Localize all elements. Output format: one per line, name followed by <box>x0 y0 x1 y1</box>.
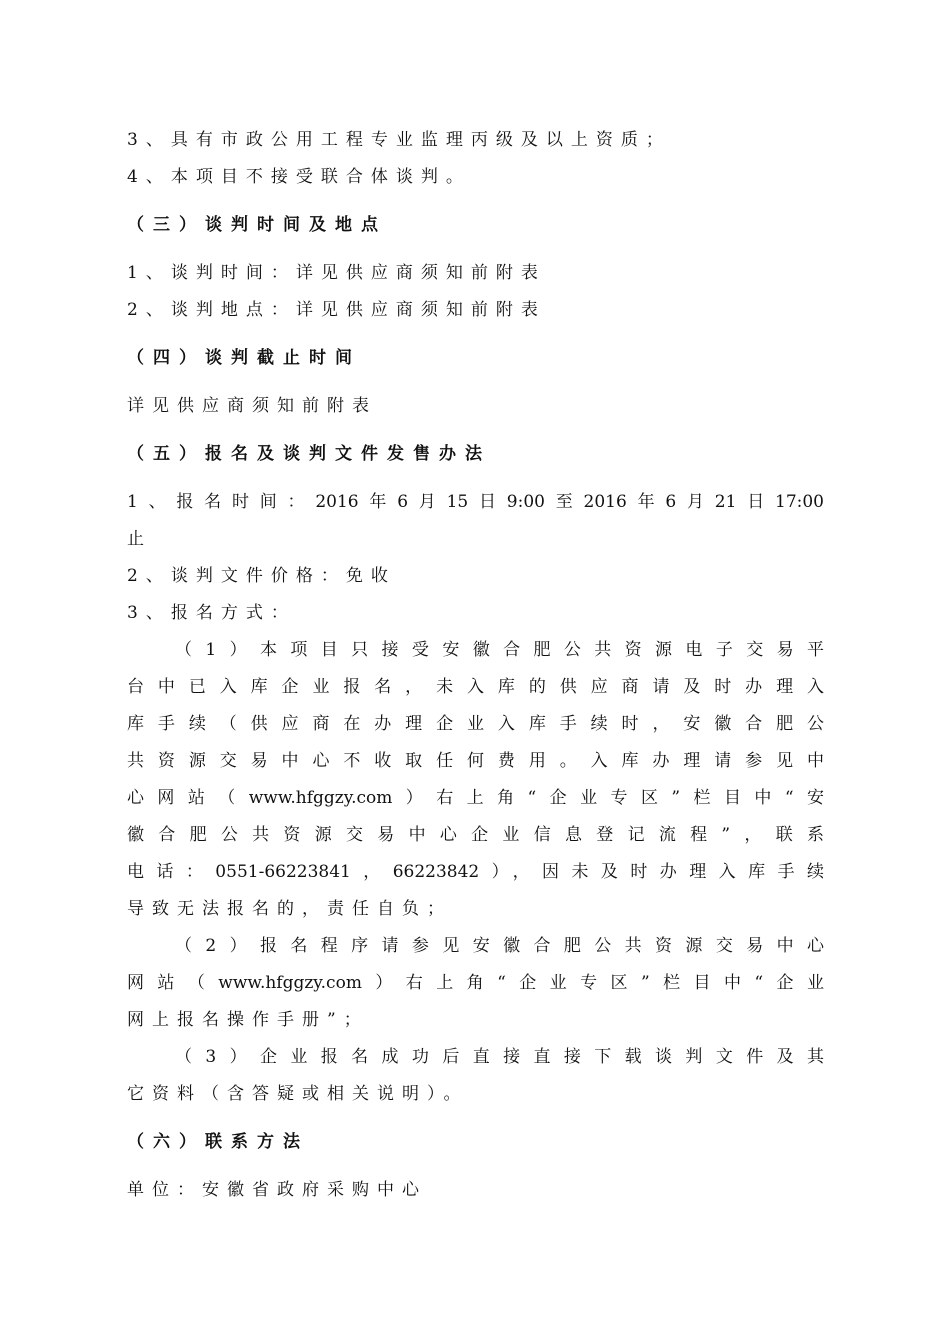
section-heading-4: （四）谈判截止时间 <box>127 348 361 368</box>
section-heading-3: （三）谈判时间及地点 <box>127 215 387 235</box>
registration-method: 3、报名方式： <box>127 603 296 623</box>
section-heading-5: （五）报名及谈判文件发售办法 <box>127 444 491 464</box>
document-price: 2、谈判文件价格：免收 <box>127 566 396 586</box>
registration-time-end: 止 <box>127 529 152 549</box>
document-page <box>127 122 824 1209</box>
deadline-text: 详见供应商须知前附表 <box>127 396 377 416</box>
method-1-line-3: 库手续（供应商在办理企业入库手续时，安徽合肥公 <box>127 714 824 734</box>
negotiation-time: 1、谈判时间：详见供应商须知前附表 <box>127 263 546 283</box>
method-1-line-1: （1）本项目只接受安徽合肥公共资源电子交易平 <box>175 640 824 660</box>
method-1-line-4: 共资源交易中心不收取任何费用。入库办理请参见中 <box>127 751 824 771</box>
method-1-line-7: 电话：0551-66223841，66223842），因未及时办理入库手续 <box>127 862 824 882</box>
method-1-line-6: 徽合肥公共资源交易中心企业信息登记流程”，联系 <box>127 825 824 845</box>
method-1-line-8: 导致无法报名的，责任自负； <box>127 899 452 919</box>
method-3-line-2: 它资料（含答疑或相关说明）。 <box>127 1084 469 1104</box>
requirement-item-3: 3、具有市政公用工程专业监理丙级及以上资质； <box>127 130 671 150</box>
method-3-line-1: （3）企业报名成功后直接直接下载谈判文件及其 <box>175 1047 824 1067</box>
method-2-line-3: 网上报名操作手册”； <box>127 1010 369 1030</box>
registration-time: 1、报名时间：2016年6月15日9:00至2016年6月21日17:00 <box>127 492 824 512</box>
method-2-line-1: （2）报名程序请参见安徽合肥公共资源交易中心 <box>175 936 824 956</box>
method-2-line-2: 网站（www.hfggzy.com）右上角“企业专区”栏目中“企业 <box>127 973 824 993</box>
requirement-item-4: 4、本项目不接受联合体谈判。 <box>127 167 471 187</box>
method-1-line-2: 台中已入库企业报名，未入库的供应商请及时办理入 <box>127 677 824 697</box>
negotiation-location: 2、谈判地点：详见供应商须知前附表 <box>127 300 546 320</box>
method-1-line-5: 心网站（www.hfggzy.com）右上角“企业专区”栏目中“安 <box>127 788 824 808</box>
contact-unit: 单位：安徽省政府采购中心 <box>127 1180 427 1200</box>
section-heading-6: （六）联系方法 <box>127 1132 309 1152</box>
